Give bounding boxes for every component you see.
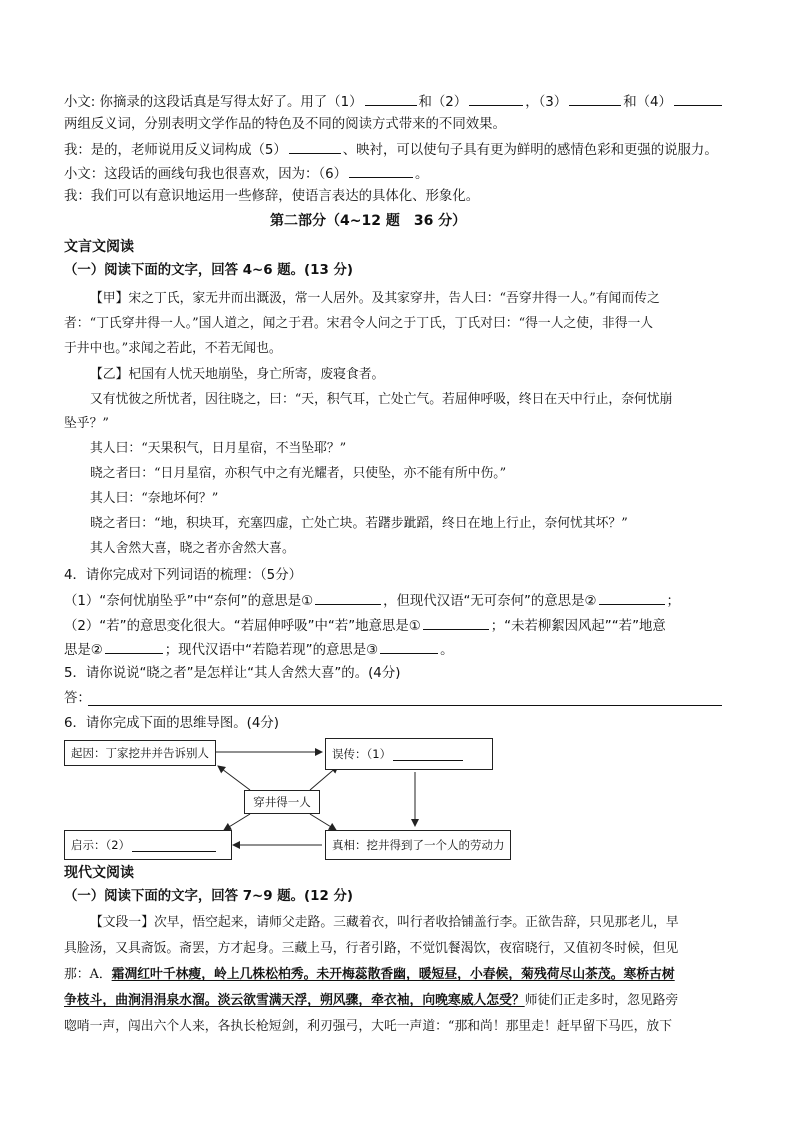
q4-line-2: （2）“若”的意思变化很大。“若屈伸呼吸”中“若”地意思是① ；“未若柳絮因风起”“若”地意 <box>64 616 666 636</box>
modern-p-line-3: 那：A．霜凋红叶千林瘦，岭上几株松柏秀。未开梅蕊散香幽，暖短昼，小春候，菊残荷尽山茶茂。寒桥古树 <box>64 967 675 982</box>
yi-line-3: 坠乎？” <box>64 416 109 431</box>
dialog-line-1: 小文: 你摘录的这段话真是写得太好了。用了（1） 和（2） ，（3） 和（4） <box>64 92 724 112</box>
modern-p-line-1: 【文段一】次早，悟空起来，请师父走路。三藏着衣，叫行者收拾铺盖行李。正欲告辞，只见那老儿，早 <box>90 915 679 930</box>
q5-stem: 5．请你说说“晓之者”是怎样让“其人舍然大喜”的。(4分) <box>64 666 401 681</box>
classical-heading: 文言文阅读 <box>64 239 134 255</box>
arrow-center-to-cause <box>218 766 250 790</box>
modern-sub-1: （一）阅读下面的文字，回答 7~9 题。(12 分) <box>64 889 353 904</box>
yi-line-7: 晓之者曰：“地，积块耳，充塞四虚，亡处亡块。若躇步跐蹈，终日在地上行止，奈何忧其坏？” <box>90 516 628 531</box>
yi-line-4: 其人曰：“天果积气，日月星宿，不当坠耶？” <box>90 441 347 456</box>
underlined-passage-2: 争枝斗，曲涧涓涓泉水溜。淡云欲雪满天浮，朔风骤，牵衣袖，向晚寒威人怎受？ <box>64 993 525 1008</box>
mindmap-node-truth: 真相：挖井得到了一个人的劳动力 <box>325 830 511 860</box>
arrow-center-to-insight <box>224 814 250 830</box>
q4-line-1: （1）“奈何忧崩坠乎”中“奈何”的意思是① ，但现代汉语“无可奈何”的意思是② ； <box>64 591 680 611</box>
part2-title: 第二部分（4~12 题 36 分） <box>270 213 467 229</box>
yi-line-2: 又有忧彼之所忧者，因往晓之，曰：“天，积气耳，亡处亡气。若屈伸呼吸，终日在天中行止，奈何忧崩 <box>90 392 673 407</box>
mindmap-node-misread: 误传：（1） <box>325 738 493 770</box>
jia-line-3: 于井中也。”求闻之若此，不若无闻也。 <box>64 341 282 356</box>
dialog-line-5: 我：我们可以有意识地运用一些修辞，使语言表达的具体化、形象化。 <box>64 189 480 204</box>
modern-p-line-5: 唿哨一声，闯出六个人来，各执长枪短剑，利刃强弓，大吒一声道：“那和尚！那里走！赶早留下马匹，放下 <box>64 1019 672 1034</box>
yi-line-5: 晓之者曰：“日月星宿，亦积气中之有光耀者，只使坠，亦不能有所中伤。” <box>90 466 507 481</box>
jia-line-1: 【甲】宋之丁氏，家无井而出溉汲，常一人居外。及其家穿井，告人曰：“吾穿井得一人。”有闻而传之 <box>90 291 660 306</box>
mindmap-node-cause: 起因：丁家挖井并告诉别人 <box>64 740 216 766</box>
dialog-line-4: 小文：这段话的画线句我也很喜欢，因为：（6） 。 <box>64 164 428 184</box>
modern-p-line-2: 具脸汤，又具斋饭。斋罢，方才起身。三藏上马，行者引路，不觉饥餐渴饮，夜宿晓行，又值初冬时候，但见 <box>64 941 679 956</box>
dialog-line-2: 两组反义词，分别表明文学作品的特色及不同的阅读方式带来的不同效果。 <box>64 117 506 132</box>
mindmap-node-insight: 启示：（2） <box>64 830 232 860</box>
jia-line-2: 者：“丁氏穿井得一人。”国人道之，闻之于君。宋君令人问之于丁氏，丁氏对曰：“得一人之使，非得一人 <box>64 316 654 331</box>
mindmap-blank-1[interactable] <box>393 747 463 761</box>
mindmap-node-center: 穿井得一人 <box>244 790 320 814</box>
yi-line-6: 其人曰：“奈地坏何？” <box>90 491 219 506</box>
modern-heading: 现代文阅读 <box>64 865 134 881</box>
mindmap-blank-2[interactable] <box>132 838 216 852</box>
dialog-line-3: 我：是的，老师说用反义词构成（5） 、映衬，可以使句子具有更为鲜明的感情色彩和更强的说服力。 <box>64 140 718 160</box>
classical-sub-1: （一）阅读下面的文字，回答 4~6 题。(13 分) <box>64 263 353 278</box>
q4-stem: 4．请你完成对下列词语的梳理：（5分） <box>64 568 302 583</box>
q6-stem: 6．请你完成下面的思维导图。(4分) <box>64 716 279 731</box>
q5-answer-label: 答： <box>64 691 91 706</box>
underlined-passage-1: 霜凋红叶千林瘦，岭上几株松柏秀。未开梅蕊散香幽，暖短昼，小春候，菊残荷尽山茶茂。寒桥古树 <box>111 967 675 982</box>
yi-line-8: 其人舍然大喜，晓之者亦舍然大喜。 <box>90 541 295 556</box>
arrow-center-to-truth <box>310 814 336 830</box>
yi-line-1: 【乙】杞国有人忧天地崩坠，身亡所寄，废寝食者。 <box>90 367 385 382</box>
modern-p-line-4: 争枝斗，曲涧涓涓泉水溜。淡云欲雪满天浮，朔风骤，牵衣袖，向晚寒威人怎受？师徒们正走多时，忽见路旁 <box>64 993 679 1008</box>
q4-line-3: 思是② ；现代汉语中“若隐若现”的意思是③ 。 <box>64 640 454 660</box>
